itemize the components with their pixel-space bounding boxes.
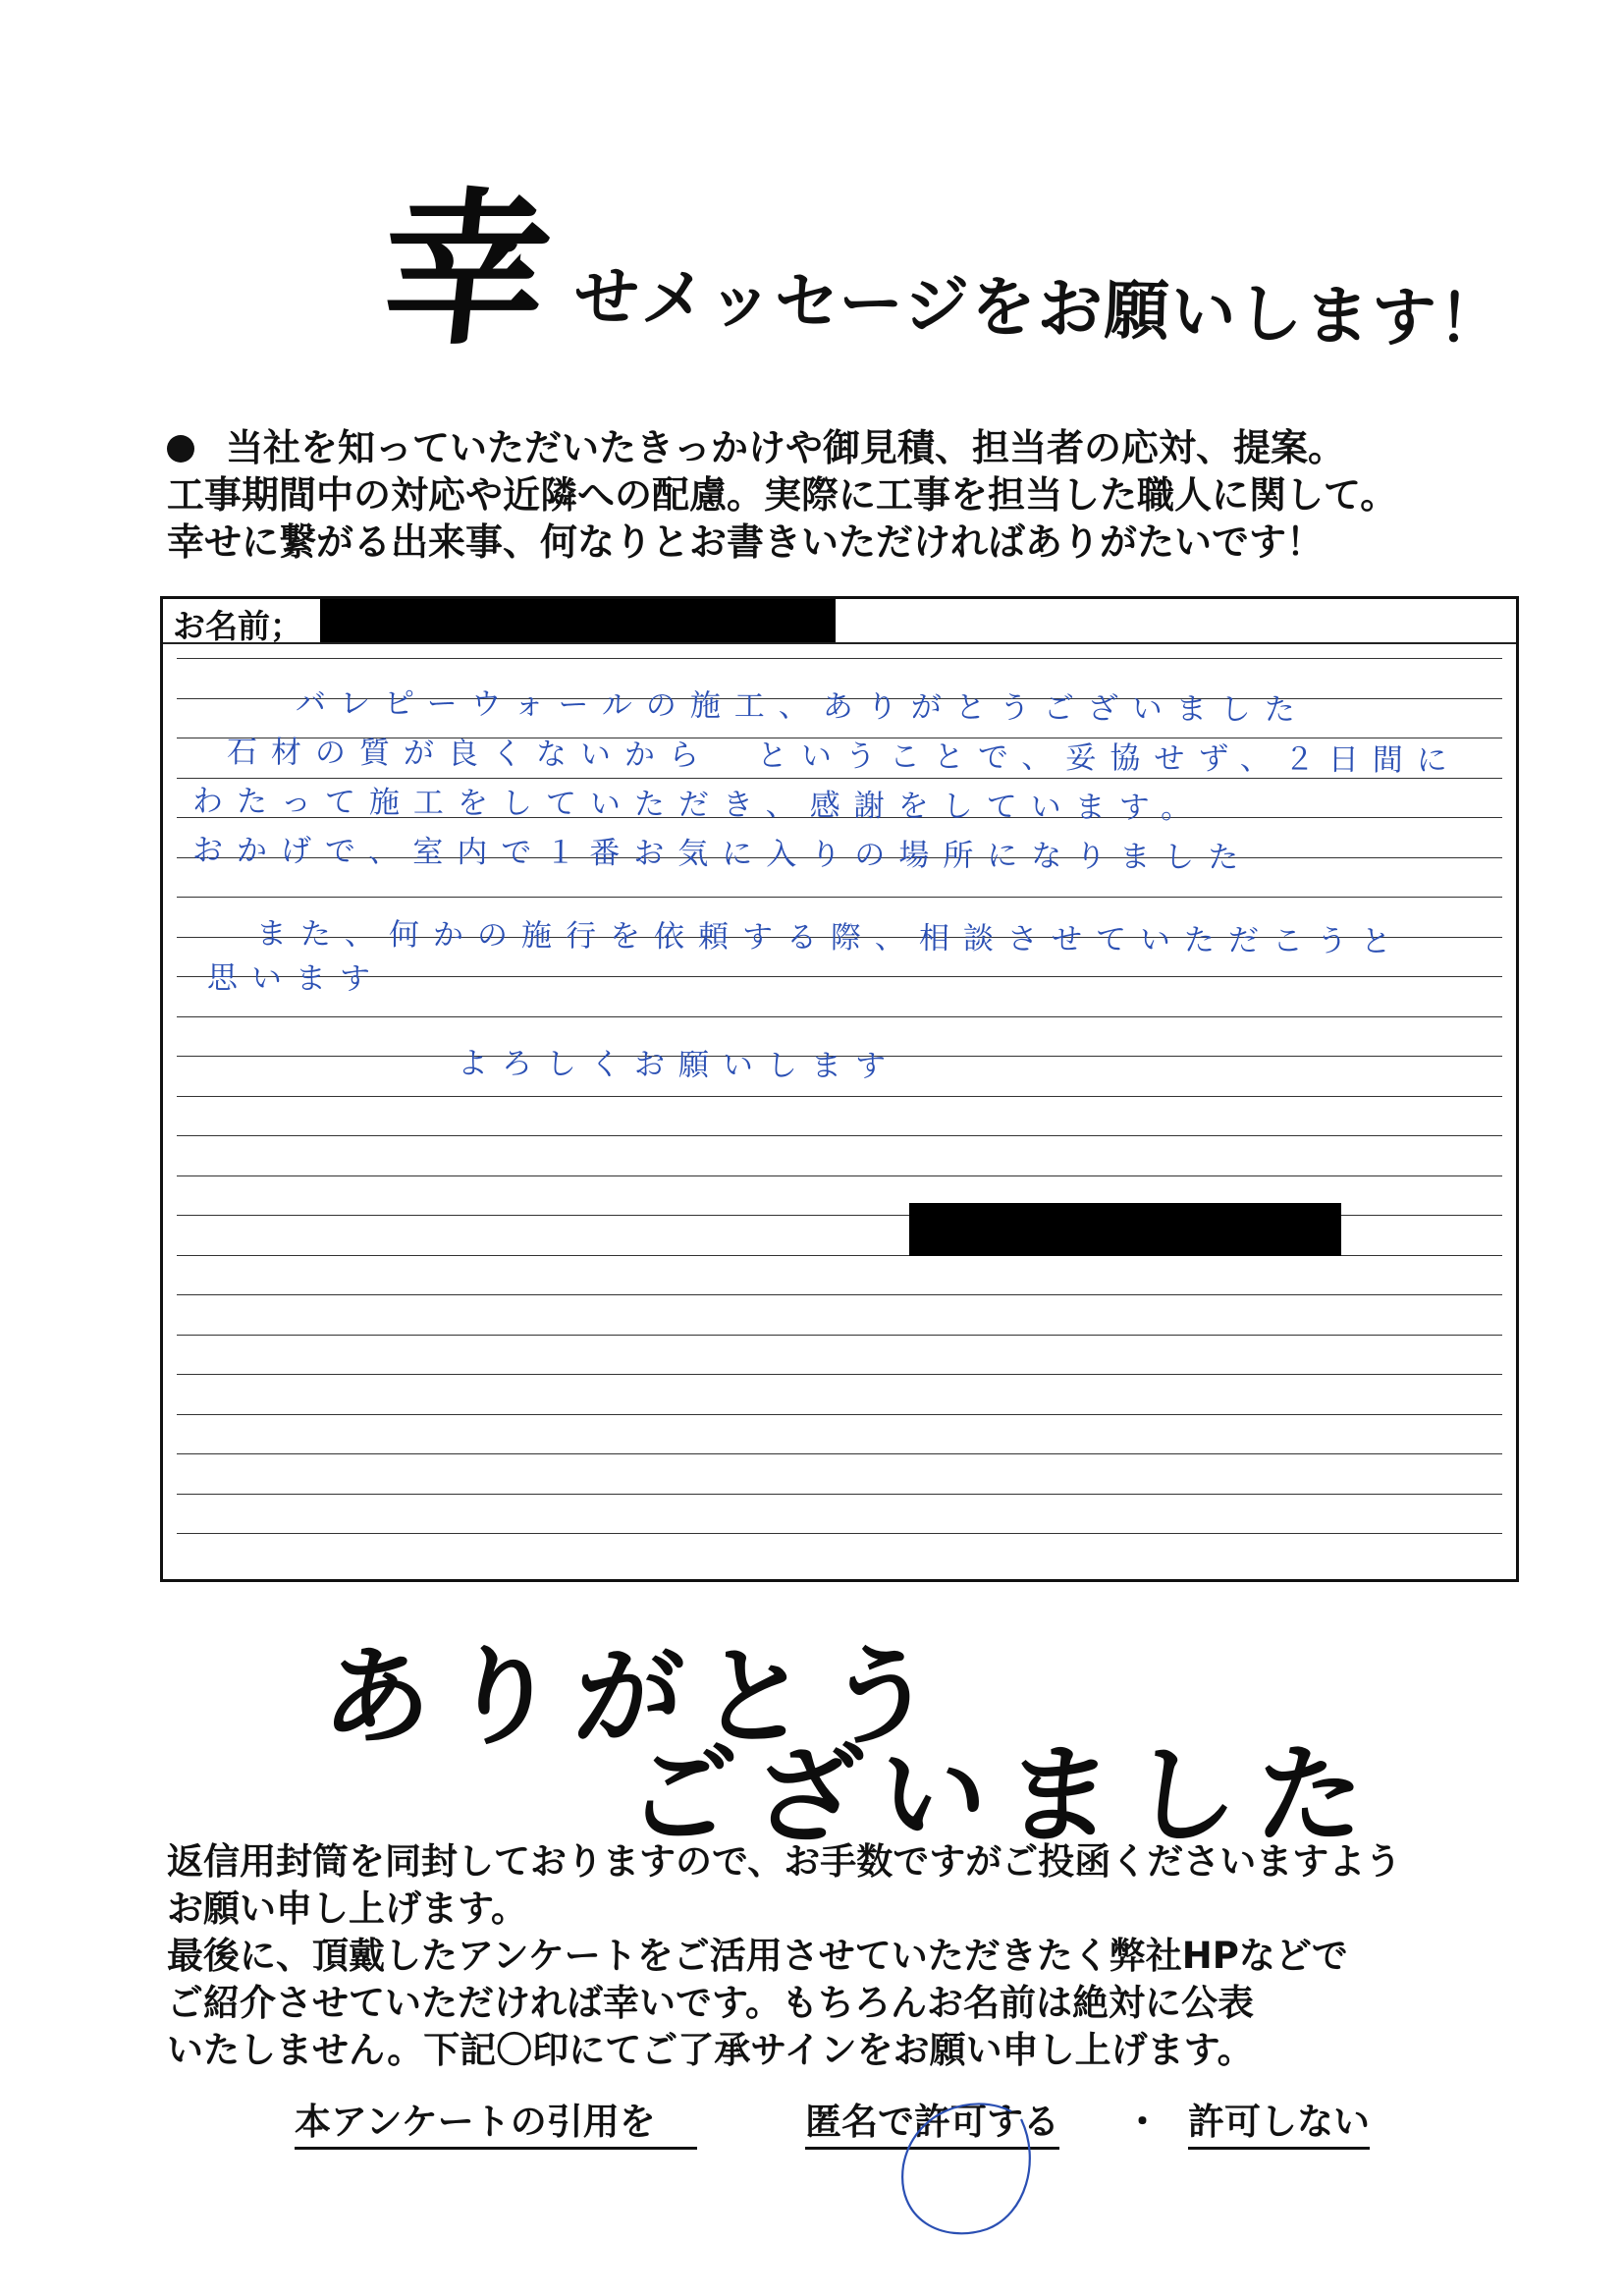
- ruled-line: [177, 1453, 1502, 1454]
- ruled-line: [177, 1374, 1502, 1375]
- name-row: [163, 599, 1516, 644]
- title-heading: [372, 172, 1506, 368]
- ruled-line: [177, 1135, 1502, 1136]
- handwritten-line-5: また、何かの施行を依頼する際、相談させていただこうと: [255, 916, 1406, 960]
- bullet-icon: [167, 435, 194, 463]
- title-big-char: 幸: [372, 172, 561, 368]
- closing-line-3: 最後に、頂戴したアンケートをご活用させていただきたく弊社HPなどで: [167, 1935, 1348, 1977]
- redacted-name: [320, 599, 836, 642]
- ruled-line: [177, 1494, 1502, 1495]
- closing-line-2: お願い申し上げます。: [167, 1887, 528, 1930]
- ruled-line: [177, 1533, 1502, 1534]
- ruled-line: [177, 1294, 1502, 1295]
- intro-text: [167, 424, 1473, 566]
- intro-line-2: 工事期間中の対応や近隣への配慮。実際に工事を担当した職人に関して。: [167, 473, 1398, 517]
- thanks-line-1: ありがとう: [318, 1633, 956, 1760]
- ruled-line: [177, 1096, 1502, 1097]
- intro-line-3: 幸せに繋がる出来事、何なりとお書きいただければありがたいです！: [167, 520, 1325, 564]
- closing-line-5: いたしません。下記〇印にてご了承サインをお願い申し上げます。: [167, 2029, 1254, 2071]
- handwritten-line-2: 石材の質が良くないから ということで、妥協せず、２日間に: [226, 735, 1461, 779]
- ruled-line: [177, 1414, 1502, 1415]
- option-deny[interactable]: 許可しない: [1188, 2092, 1370, 2150]
- redacted-signature: [909, 1203, 1341, 1256]
- closing-line-1: 返信用封筒を同封しておりますので、お手数ですがご投函くださいますよう: [167, 1840, 1402, 1883]
- name-label: お名前；: [173, 607, 302, 645]
- handwritten-line-1: バレピーウォールの施工、ありがとうございました: [295, 685, 1309, 729]
- title-text: せメッセージをお願いします！: [572, 258, 1506, 358]
- handwritten-line-4: おかげで、室内で１番お気に入りの場所になりました: [191, 833, 1253, 876]
- ruled-line: [177, 658, 1502, 659]
- option-separator: ・: [1124, 2101, 1161, 2143]
- ruled-line: [177, 897, 1502, 898]
- closing-line-4: ご紹介させていただければ幸いです。もちろんお名前は絶対に公表: [167, 1982, 1255, 2024]
- intro-line-1: 当社を知っていただいたきっかけや御見積、担当者の応対、提案。: [226, 426, 1346, 469]
- option-anonymous[interactable]: 匿名で許可する: [805, 2092, 1059, 2150]
- closing-text: [167, 1838, 1522, 2074]
- ruled-line: [177, 1175, 1502, 1176]
- ruled-line: [177, 1335, 1502, 1336]
- permission-label: 本アンケートの引用を: [295, 2092, 697, 2150]
- ruled-line: [177, 1016, 1502, 1017]
- handwritten-line-3: わたって施工をしていただき、感謝をしています。: [191, 784, 1206, 827]
- message-form: [160, 596, 1519, 1582]
- thanks-line-2: ございました: [623, 1731, 1386, 1858]
- handwritten-line-6: 思います: [206, 960, 385, 998]
- handwritten-line-7: よろしくお願いします: [457, 1046, 900, 1085]
